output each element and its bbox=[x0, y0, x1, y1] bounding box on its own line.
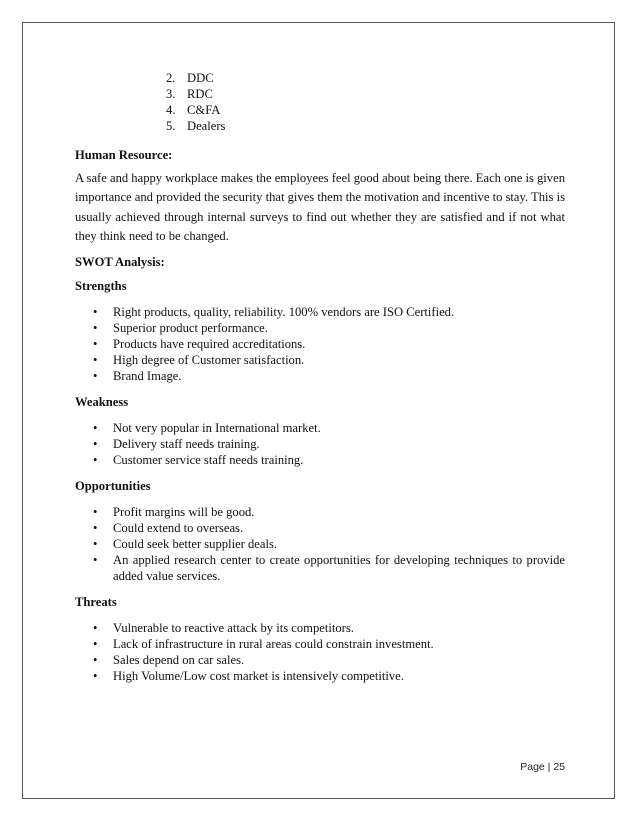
swot-heading: SWOT Analysis: bbox=[75, 255, 165, 270]
list-text: Lack of infrastructure in rural areas could constrain investment. bbox=[113, 637, 434, 652]
bullet-icon: • bbox=[93, 653, 98, 668]
bullet-icon: • bbox=[93, 505, 98, 520]
bullet-icon: • bbox=[93, 537, 98, 552]
list-number: 3. bbox=[166, 87, 176, 101]
list-item bbox=[75, 652, 565, 668]
bullet-icon: • bbox=[93, 337, 98, 352]
page-content bbox=[75, 70, 565, 684]
strengths-list bbox=[75, 304, 565, 384]
list-item bbox=[166, 70, 638, 86]
list-item bbox=[75, 620, 565, 636]
bullet-icon: • bbox=[93, 553, 98, 568]
list-text: Dealers bbox=[187, 119, 226, 133]
bullet-icon: • bbox=[93, 305, 98, 320]
list-item bbox=[75, 336, 565, 352]
bullet-icon: • bbox=[93, 621, 98, 636]
list-text: C&FA bbox=[187, 103, 221, 117]
list-text: High Volume/Low cost market is intensively competitive. bbox=[113, 669, 404, 684]
bullet-icon: • bbox=[93, 453, 98, 468]
list-item bbox=[75, 320, 565, 336]
list-text: Could extend to overseas. bbox=[113, 521, 244, 536]
list-text: DDC bbox=[187, 71, 214, 85]
list-number: 2. bbox=[166, 71, 176, 85]
list-item bbox=[75, 668, 565, 684]
strengths-heading: Strengths bbox=[75, 279, 127, 294]
bullet-icon: • bbox=[93, 669, 98, 684]
list-text: RDC bbox=[187, 87, 213, 101]
list-number: 4. bbox=[166, 103, 176, 117]
list-text: Could seek better supplier deals. bbox=[113, 537, 278, 552]
weakness-heading: Weakness bbox=[75, 395, 129, 410]
list-item bbox=[75, 504, 565, 520]
list-item bbox=[75, 352, 565, 368]
bullet-icon: • bbox=[93, 421, 98, 436]
bullet-icon: • bbox=[93, 321, 98, 336]
list-item bbox=[75, 420, 565, 436]
list-item bbox=[166, 118, 638, 134]
list-item bbox=[75, 436, 565, 452]
opportunities-list bbox=[75, 504, 565, 584]
list-text: An applied research center to create opportunities for developing techniques to provide added value services. bbox=[113, 553, 565, 584]
list-text: Delivery staff needs training. bbox=[113, 437, 260, 452]
list-item bbox=[75, 304, 565, 320]
list-text: Products have required accreditations. bbox=[113, 337, 306, 352]
opportunities-heading: Opportunities bbox=[75, 479, 151, 494]
list-item bbox=[75, 452, 565, 468]
list-item bbox=[75, 520, 565, 536]
list-item bbox=[75, 536, 565, 552]
bullet-icon: • bbox=[93, 353, 98, 368]
list-text: Customer service staff needs training. bbox=[113, 453, 304, 468]
list-text: Brand Image. bbox=[113, 369, 182, 384]
list-number: 5. bbox=[166, 119, 176, 133]
weakness-list bbox=[75, 420, 565, 468]
bullet-icon: • bbox=[93, 521, 98, 536]
list-text: Profit margins will be good. bbox=[113, 505, 255, 520]
list-text: Not very popular in International market. bbox=[113, 421, 321, 436]
bullet-icon: • bbox=[93, 369, 98, 384]
list-text: Sales depend on car sales. bbox=[113, 653, 245, 668]
human-resource-paragraph: A safe and happy workplace makes the employees feel good about being there. Each one is given importance and provided the security that gives them the motivation and incentive to stay. This is usually achieved through internal surveys to find out whether they are satisfied and if not what they think need to be changed. bbox=[75, 171, 565, 243]
bullet-icon: • bbox=[93, 637, 98, 652]
list-text: Right products, quality, reliability. 100% vendors are ISO Certified. bbox=[113, 305, 455, 320]
threats-list bbox=[75, 620, 565, 684]
human-resource-heading: Human Resource: bbox=[75, 148, 173, 162]
page-number: Page | 25 bbox=[520, 761, 565, 773]
list-text: Vulnerable to reactive attack by its competitors. bbox=[113, 621, 354, 636]
list-item bbox=[166, 102, 638, 118]
list-item bbox=[75, 636, 565, 652]
distribution-numbered-list bbox=[166, 70, 638, 134]
threats-heading: Threats bbox=[75, 595, 117, 610]
list-item bbox=[75, 552, 565, 584]
list-item bbox=[166, 86, 638, 102]
list-item bbox=[75, 368, 565, 384]
bullet-icon: • bbox=[93, 437, 98, 452]
list-text: High degree of Customer satisfaction. bbox=[113, 353, 305, 368]
list-text: Superior product performance. bbox=[113, 321, 268, 336]
